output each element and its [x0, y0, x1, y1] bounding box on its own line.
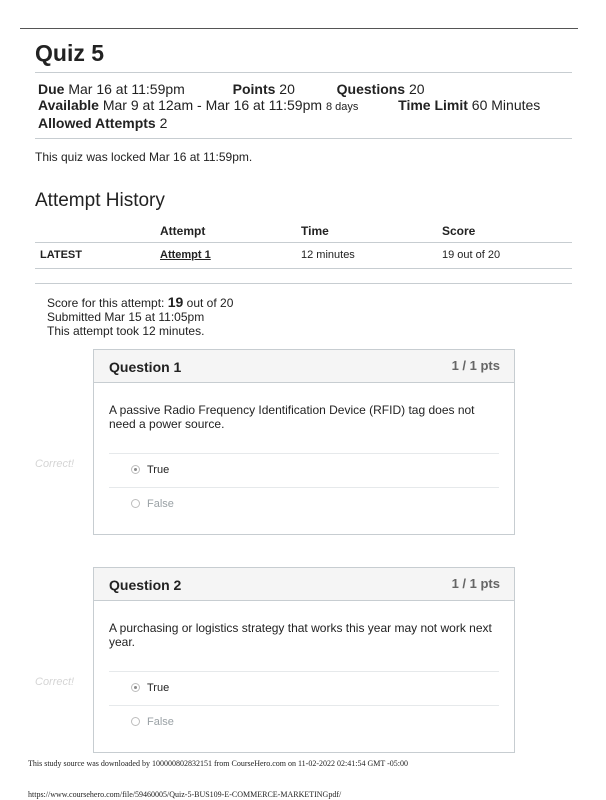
question-points: 1 / 1 pts	[451, 576, 500, 591]
radio-selected-icon[interactable]	[131, 683, 140, 692]
answer-label: True	[147, 464, 170, 476]
answer-list	[109, 671, 499, 739]
answer-option-true[interactable]	[109, 672, 499, 706]
available-days: 8 days	[325, 101, 359, 113]
answer-label: False	[147, 498, 174, 510]
question-card	[93, 349, 515, 535]
question-text: A passive Radio Frequency Identification Device (RFID) tag does not need a power source.	[109, 403, 475, 431]
time-limit-label: Time Limit	[398, 97, 468, 113]
questions-value: 20	[409, 81, 425, 97]
column-header-score: Score	[437, 220, 572, 243]
column-header-attempt: Attempt	[155, 220, 296, 243]
points-label: Points	[232, 81, 276, 97]
correct-tag: Correct!	[35, 458, 75, 470]
duration-line: This attempt took 12 minutes.	[47, 324, 205, 338]
answer-list	[109, 453, 499, 521]
score-value: 19	[167, 294, 184, 310]
attempt-cell	[155, 243, 296, 269]
top-divider	[20, 28, 578, 29]
answer-label: True	[147, 682, 170, 694]
allowed-attempts-label: Allowed Attempts	[38, 115, 156, 131]
available-label: Available	[38, 97, 99, 113]
question-text: A purchasing or logistics strategy that works this year may not work next year.	[109, 621, 492, 649]
answer-option-true[interactable]	[109, 454, 499, 488]
details-row-3	[38, 115, 569, 131]
attempt-history-title: Attempt History	[35, 190, 165, 211]
radio-selected-icon[interactable]	[131, 465, 140, 474]
points-value: 20	[279, 81, 295, 97]
download-note: This study source was downloaded by 100000802832151 from CourseHero.com on 11-02-2022 02:41:54 GMT -05:00	[28, 759, 408, 768]
table-header-row	[35, 220, 572, 243]
question-header	[94, 350, 514, 383]
attempt-status: LATEST	[35, 243, 155, 269]
question-title: Question 1	[109, 359, 182, 375]
section-divider	[35, 283, 572, 284]
locked-message: This quiz was locked Mar 16 at 11:59pm.	[35, 150, 253, 164]
score-line	[47, 295, 233, 310]
score-prefix: Score for this attempt:	[47, 296, 165, 310]
question-points: 1 / 1 pts	[451, 358, 500, 373]
radio-unselected-icon[interactable]	[131, 717, 140, 726]
available-value: Mar 9 at 12am - Mar 16 at 11:59pm	[102, 97, 323, 113]
question-header	[94, 568, 514, 601]
column-header-time: Time	[296, 220, 437, 243]
questions-label: Questions	[336, 81, 406, 97]
question-card	[93, 567, 515, 753]
attempt-history-table	[35, 220, 572, 269]
score-suffix: out of 20	[186, 296, 234, 310]
table-row	[35, 243, 572, 269]
question-title: Question 2	[109, 577, 182, 593]
submitted-line: Submitted Mar 15 at 11:05pm	[47, 310, 205, 324]
time-limit-value: 60 Minutes	[471, 97, 541, 113]
source-url[interactable]: https://www.coursehero.com/file/59460005/Quiz-5-BUS109-E-COMMERCE-MARKETINGpdf/	[28, 790, 342, 799]
details-row-1	[38, 81, 569, 97]
page-title: Quiz 5	[35, 40, 105, 66]
attempt-score: 19 out of 20	[437, 243, 572, 269]
answer-option-false[interactable]	[109, 706, 499, 739]
answer-option-false[interactable]	[109, 488, 499, 521]
attempt-time: 12 minutes	[296, 243, 437, 269]
quiz-details	[35, 72, 572, 139]
answer-label: False	[147, 716, 174, 728]
allowed-attempts-value: 2	[159, 115, 168, 131]
attempt-link[interactable]: Attempt 1	[160, 249, 211, 261]
details-row-2	[38, 97, 569, 115]
attempt-summary	[47, 295, 233, 338]
radio-unselected-icon[interactable]	[131, 499, 140, 508]
column-header-status	[35, 220, 155, 243]
due-value: Mar 16 at 11:59pm	[68, 81, 185, 97]
correct-tag: Correct!	[35, 676, 75, 688]
due-label: Due	[38, 81, 65, 97]
